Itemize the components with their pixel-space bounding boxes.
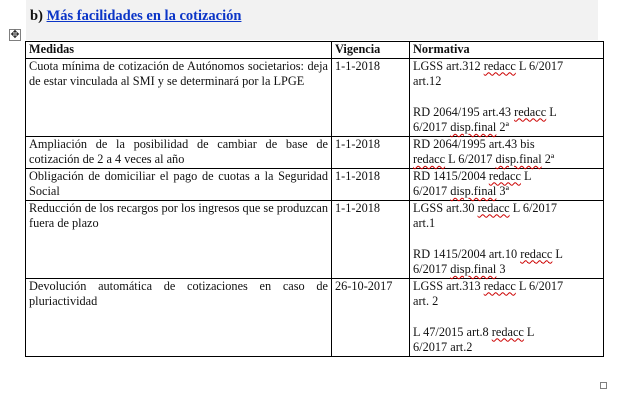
normativa-line: LGSS art.30 redacc L 6/2017 [413,200,558,215]
cell-normativa [410,278,604,356]
spellcheck-word: redacc [413,152,446,166]
table-resize-handle[interactable] [600,382,607,389]
normativa-spacer [413,90,600,105]
normativa-line: 6/2017 disp.final 2ª [413,120,509,134]
measures-table [25,41,604,357]
spellcheck-word: redacc [483,58,516,73]
cell-normativa [410,58,604,136]
spellcheck-word: redacc [483,278,516,293]
table-body [26,58,604,356]
header-vigencia: Vigencia [332,42,410,59]
normativa-line: 6/2017 disp.final 3ª [413,184,509,198]
section-heading [30,8,241,25]
normativa-line: RD 2064/195 art.43 redacc L [413,104,557,119]
cell-vigencia: 1-1-2018 [332,58,410,136]
normativa-line: redacc L 6/2017 disp.final 2ª [413,152,555,166]
spellcheck-word: redacc [477,200,510,215]
table-row [26,168,604,200]
spellcheck-word: redacc [488,168,521,183]
cell-medida: Reducción de los recargos por los ingresos que se produzcan fuera de plazo [26,200,332,278]
spellcheck-word: disp.final [450,262,497,276]
cell-normativa [410,200,604,278]
cell-vigencia: 1-1-2018 [332,200,410,278]
normativa-line: RD 2064/1995 art.43 bis [413,136,535,151]
table-row [26,200,604,278]
header-medidas: Medidas [26,42,332,59]
spellcheck-word: redacc [491,324,524,339]
normativa-spacer [413,310,600,325]
normativa-line: 6/2017 disp.final 3 [413,262,506,276]
table-row [26,58,604,136]
spellcheck-word: redacc [514,104,547,119]
normativa-line: L 47/2015 art.8 redacc L [413,324,535,339]
normativa-line: art.12 [413,74,442,88]
cell-medida: Devolución automática de cotizaciones en caso de pluriactividad [26,278,332,356]
cell-medida: Cuota mínima de cotización de Autónomos societarios: deja de estar vinculada al SMI y se determinará por la LPGE [26,58,332,136]
table-row [26,136,604,168]
table-header-row [26,42,604,59]
normativa-line: LGSS art.312 redacc L 6/2017 [413,58,564,73]
heading-prefix: b) [30,8,43,24]
spellcheck-word: disp.final [495,152,542,166]
cell-normativa [410,168,604,200]
normativa-line: LGSS art.313 redacc L 6/2017 [413,278,564,293]
normativa-line: art.1 [413,216,436,230]
cell-medida: Obligación de domiciliar el pago de cuotas a la Seguridad Social [26,168,332,200]
cell-vigencia: 26-10-2017 [332,278,410,356]
normativa-line: RD 1415/2004 redacc L [413,168,532,183]
normativa-line: RD 1415/2004 art.10 redacc L [413,246,563,261]
spellcheck-word: redacc [520,246,553,261]
normativa-line: art. 2 [413,294,439,308]
spellcheck-word: disp.final [450,120,497,134]
cell-normativa [410,136,604,168]
cell-vigencia: 1-1-2018 [332,168,410,200]
cell-medida: Ampliación de la posibilidad de cambiar de base de cotización de 2 a 4 veces al año [26,136,332,168]
heading-link[interactable]: Más facilidades en la cotización [46,8,242,24]
table-row [26,278,604,356]
normativa-line: 6/2017 art.2 [413,340,473,354]
header-normativa: Normativa [410,42,604,59]
table-move-handle-icon[interactable]: ✥ [10,28,20,41]
normativa-spacer [413,232,600,247]
cell-vigencia: 1-1-2018 [332,136,410,168]
spellcheck-word: disp.final [450,184,497,198]
